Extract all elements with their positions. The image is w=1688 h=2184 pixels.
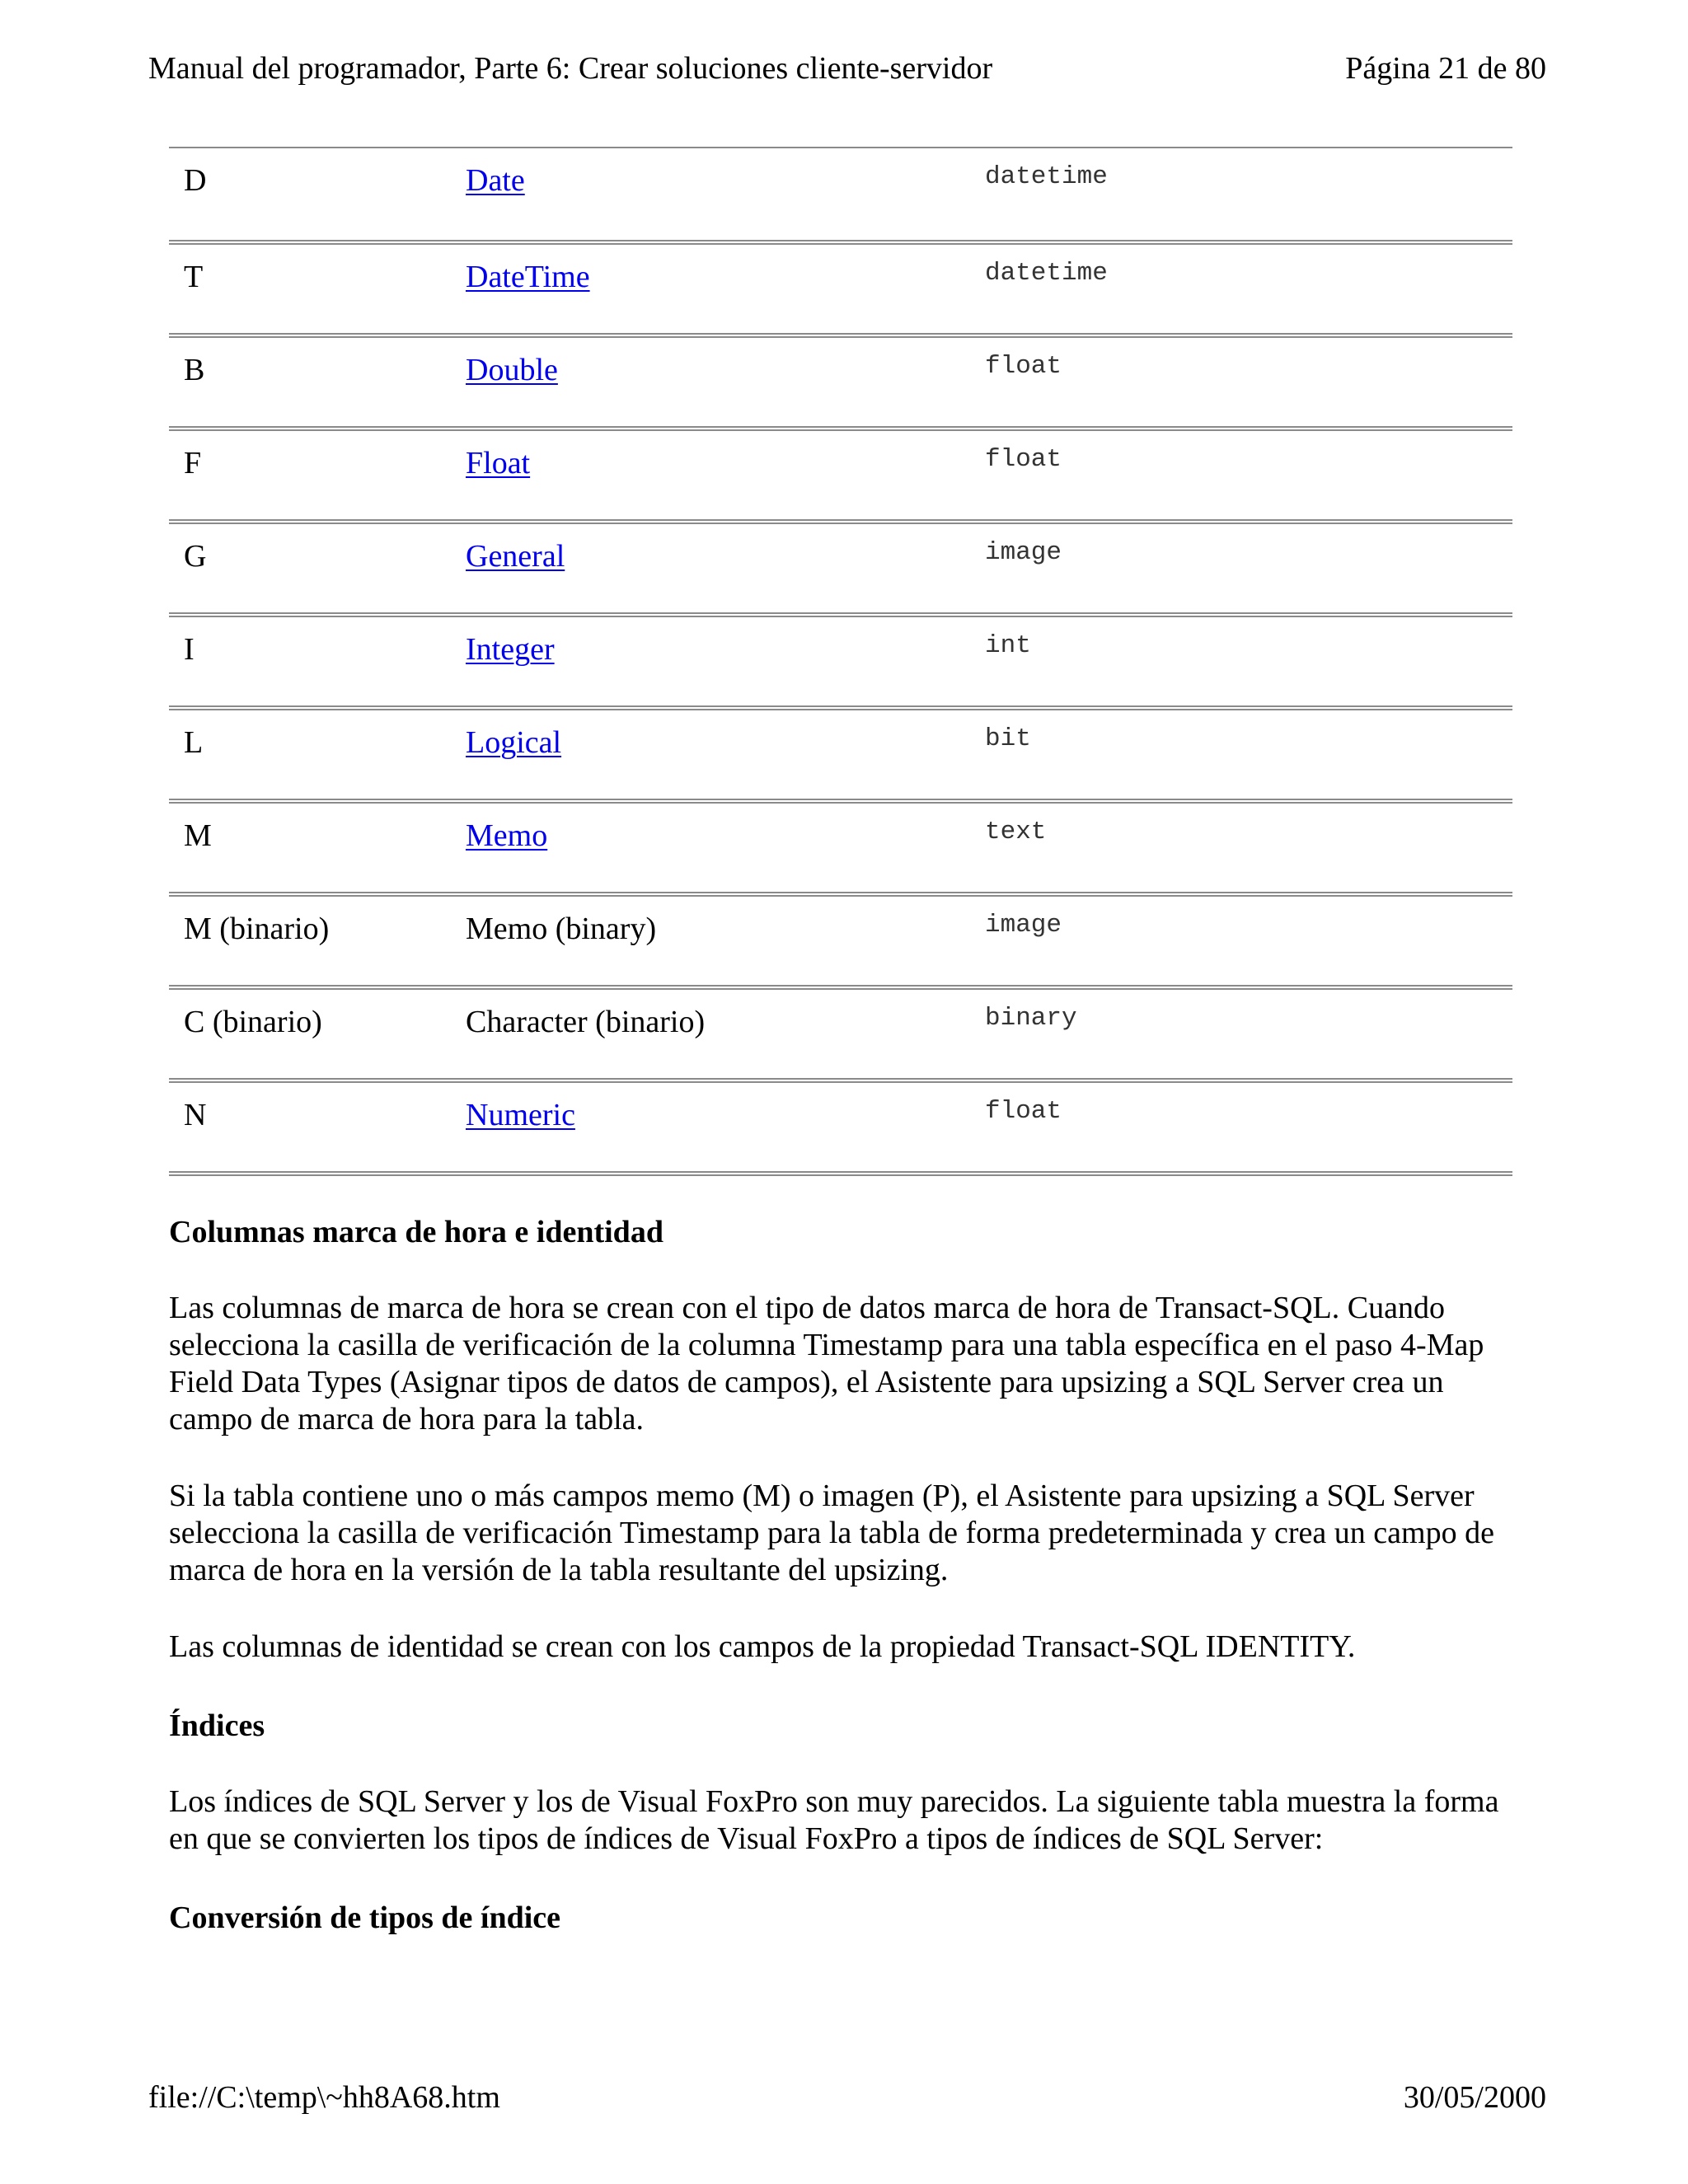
page-footer [148, 2077, 1546, 2118]
sql-type: float [985, 445, 1062, 474]
sql-type: int [985, 631, 1031, 660]
table-row [169, 333, 1512, 426]
table-bottom-border [169, 1171, 1512, 1176]
type-name-link[interactable]: DateTime [466, 260, 590, 294]
timestamp-paragraph-1: Las columnas de marca de hora se crean con el tipo de datos marca de hora de Transact-SQL. Cuando selecciona la casilla de verificación de la columna Timestamp para una tabla específica en el paso 4-Map Field Data Types (Asignar tipos de datos de campos), el Asistente para upsizing a SQL Server crea un campo de marca de hora para la tabla. [169, 1291, 1484, 1436]
type-name-link[interactable]: Date [466, 163, 525, 198]
sql-type: datetime [985, 162, 1108, 191]
sql-type: image [985, 538, 1062, 567]
table-row [169, 799, 1512, 892]
sql-type: datetime [985, 259, 1108, 288]
conversion-heading: Conversión de tipos de índice [169, 1900, 561, 1935]
type-code: I [184, 632, 195, 667]
type-code: C (binario) [184, 1005, 322, 1039]
type-code: M (binario) [184, 912, 330, 946]
document-title: Manual del programador, Parte 6: Crear soluciones cliente-servidor [148, 51, 993, 86]
table-row [169, 612, 1512, 705]
type-name-link[interactable]: Memo [466, 818, 548, 853]
indices-paragraph: Los índices de SQL Server y los de Visual FoxPro son muy parecidos. La siguiente tabla muestra la forma en que se convierten los tipos de índices de Visual FoxPro a tipos de índices de SQL Server: [169, 1784, 1499, 1856]
sql-type: float [985, 1097, 1062, 1126]
type-name-link[interactable]: Double [466, 353, 558, 387]
table-row [169, 240, 1512, 333]
type-name-link[interactable]: Logical [466, 725, 562, 760]
timestamp-paragraph-2: Si la tabla contiene uno o más campos memo (M) o imagen (P), el Asistente para upsizing a SQL Server selecciona la casilla de verificación Timestamp para la tabla de forma predeterminada y crea un campo de marca de hora en la versión de la tabla resultante del upsizing. [169, 1479, 1494, 1587]
type-name-link[interactable]: Numeric [466, 1098, 575, 1132]
page-header [148, 48, 1546, 89]
sql-type: float [985, 352, 1062, 381]
table-row [169, 705, 1512, 799]
type-name-link[interactable]: General [466, 539, 565, 574]
table-row [169, 147, 1512, 240]
sql-type: image [985, 911, 1062, 940]
table-row [169, 985, 1512, 1078]
type-name-link[interactable]: Integer [466, 632, 555, 667]
sql-type: text [985, 818, 1047, 846]
main-content [169, 1212, 1513, 1975]
data-type-table [169, 147, 1512, 1176]
table-row [169, 426, 1512, 519]
sql-type: bit [985, 724, 1031, 753]
type-code: D [184, 163, 207, 198]
type-code: G [184, 539, 207, 574]
type-code: F [184, 446, 202, 480]
type-name: Memo (binary) [466, 912, 657, 946]
sql-type: binary [985, 1004, 1077, 1033]
table-row [169, 519, 1512, 612]
type-name-link[interactable]: Float [466, 446, 531, 480]
table-row [169, 1078, 1512, 1171]
page-number: Página 21 de 80 [1345, 51, 1546, 86]
timestamp-paragraph-3: Las columnas de identidad se crean con los campos de la propiedad Transact-SQL IDENTITY. [169, 1629, 1356, 1664]
table-row [169, 892, 1512, 985]
timestamp-heading: Columnas marca de hora e identidad [169, 1215, 663, 1249]
type-code: L [184, 725, 204, 760]
type-code: T [184, 260, 204, 294]
file-path: file://C:\temp\~hh8A68.htm [148, 2080, 500, 2115]
type-code: M [184, 818, 212, 853]
type-code: B [184, 353, 205, 387]
type-name: Character (binario) [466, 1005, 706, 1039]
print-date: 30/05/2000 [1403, 2080, 1546, 2115]
indices-heading: Índices [169, 1708, 265, 1743]
type-code: N [184, 1098, 207, 1132]
